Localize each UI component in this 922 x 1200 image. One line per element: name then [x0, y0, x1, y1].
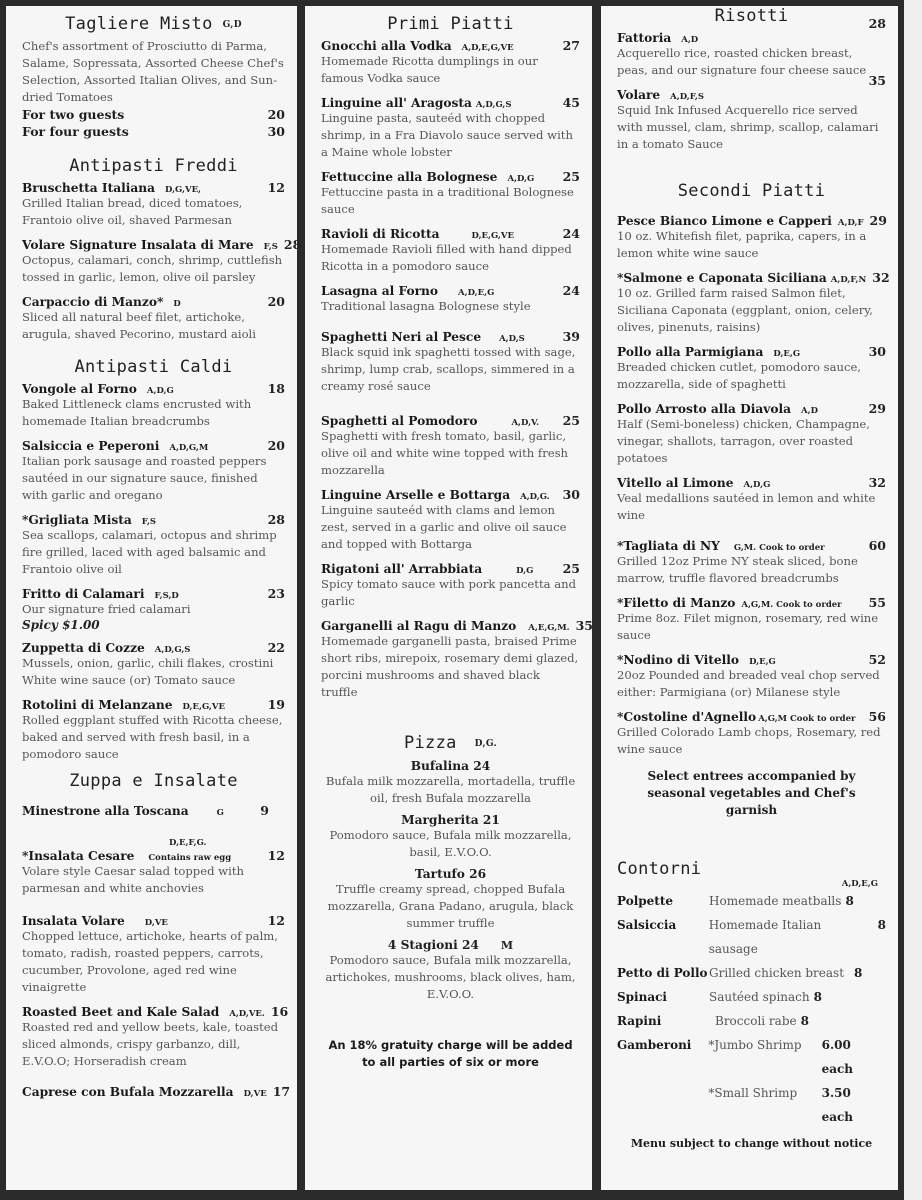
allergen-codes: A,D,VE. [229, 1009, 265, 1019]
entrees-notice: Select entrees accompanied by seasonal vegetables and Chef's garnish [647, 769, 856, 817]
pizza-description: Bufala milk mozzarella, mortadella, truffle oil, fresh Bufala mozzarella [325, 774, 576, 805]
side-item [617, 1009, 886, 1033]
section-title-text: Pizza [403, 733, 457, 753]
background-strip [904, 0, 922, 1200]
menu-item [22, 697, 285, 763]
item-description: 20oz Pounded and breaded veal chop served either: Parmigiana (or) Milanese style [617, 668, 880, 699]
allergen-codes: D,G [516, 566, 534, 576]
item-description: Grilled Italian bread, diced tomatoes, Frantoio olive oil, shaved Parmesan [22, 196, 243, 227]
side-item [617, 1081, 886, 1129]
item-description: Octopus, calamari, conch, shrimp, cuttlefish tossed in garlic, lemon, olive oil parsley [22, 253, 283, 284]
menu-item [321, 413, 580, 479]
item-price: 12 [267, 180, 285, 195]
menu-item [321, 329, 580, 395]
item-name: *Insalata Cesare [22, 849, 135, 863]
guest-option [22, 106, 285, 123]
item-name: Lasagna al Forno [321, 284, 439, 298]
allergen-codes: A,D,F,S [670, 92, 705, 102]
allergen-codes: A,D,E,G [841, 879, 878, 889]
menu-item [617, 709, 886, 758]
side-name: Polpette [617, 894, 674, 908]
item-price: 28 [283, 237, 302, 252]
item-price: 12 [267, 913, 285, 928]
item-price: 32 [872, 270, 890, 285]
item-price: 52 [868, 652, 886, 667]
item-name: Gnocchi alla Vodka [321, 39, 452, 53]
allergen-codes: A,D,G [507, 174, 535, 184]
allergen-codes: A,D,G [743, 480, 771, 490]
item-name: Caprese con Bufala Mozzarella [22, 1085, 234, 1099]
item-price: 24 [562, 226, 580, 241]
item-name: Volare [617, 88, 661, 102]
menu-item [22, 640, 285, 689]
item-description: Sea scallops, calamari, octopus and shrimp fire grilled, laced with aged balsamic and Frantoio olive oil [22, 528, 277, 576]
side-name: Gamberoni [617, 1038, 692, 1052]
item-price: 30 [868, 344, 886, 359]
item-description: 10 oz. Whitefish filet, paprika, capers, in a lemon white wine sauce [617, 229, 867, 260]
side-price: 8 [854, 966, 863, 980]
item-price: 55 [868, 595, 886, 610]
side-name: Petto di Pollo [617, 966, 708, 980]
menu-item [22, 1084, 291, 1099]
section-title-tagliere [22, 14, 285, 34]
item-price: 35 [575, 618, 593, 633]
section-title-secondi: Secondi Piatti [677, 181, 826, 201]
menu-item [321, 618, 593, 701]
item-price: 20 [267, 438, 285, 453]
item-price: 35 [868, 73, 886, 88]
menu-item [321, 283, 580, 315]
section-title-pizza [321, 733, 580, 753]
menu-item [617, 595, 886, 644]
allergen-codes: A,D,G [146, 386, 174, 396]
item-description: Rolled eggplant stuffed with Ricotta cheese, baked and served with fresh basil, in a pomodoro sauce [22, 713, 283, 761]
item-note: Contains raw egg [148, 853, 232, 863]
section-title-primi: Primi Piatti [387, 14, 514, 34]
menu-item [617, 344, 886, 393]
guest-price: 30 [267, 124, 285, 139]
allergen-codes: A,G,M Cook to order [758, 714, 856, 724]
item-description: Chopped lettuce, artichoke, hearts of palm, tomato, radish, roasted peppers, carrots, cucumber, Provolone, aged red wine vinaigrette [22, 929, 278, 994]
allergen-codes: A,D,V. [511, 418, 540, 428]
side-item [617, 913, 886, 961]
item-name: Pollo alla Parmigiana [617, 345, 764, 359]
menu-item [617, 213, 886, 262]
item-description: Half (Semi-boneless) chicken, Champagne, vinegar, shallots, tarragon, over roasted potatoes [617, 417, 870, 465]
allergen-codes: A,D,E,G [458, 288, 495, 298]
item-description: Sliced all natural beef filet, artichoke, arugula, shaved Pecorino, mustard aioli [22, 310, 256, 341]
allergen-codes: A,D [801, 406, 818, 416]
menu-item [321, 95, 580, 161]
menu-item [617, 475, 886, 524]
item-name: Pesce Bianco Limone e Capperi [617, 214, 832, 228]
item-name: Linguine Arselle e Bottarga [321, 488, 511, 502]
allergen-codes: F,S [263, 242, 278, 252]
menu-item [617, 270, 890, 336]
menu-item [22, 913, 285, 996]
item-price: 25 [562, 413, 580, 428]
item-name: Volare Signature Insalata di Mare [22, 238, 254, 252]
item-description: Baked Littleneck clams encrusted with homemade Italian breadcrumbs [22, 397, 252, 428]
menu-item [22, 838, 285, 897]
pizza-description: Truffle creamy spread, chopped Bufala mozzarella, Grana Padano, arugula, black summer truffle [327, 882, 574, 930]
side-description: Broccoli rabe [715, 1014, 797, 1028]
item-description: Linguine pasta, sauteéd with chopped shrimp, in a Fra Diavolo sauce served with a Maine whole lobster [321, 111, 573, 159]
item-price: 28 [868, 16, 886, 31]
item-name: *Salmone e Caponata Siciliana [617, 271, 827, 285]
side-description: Homemade Italian sausage [708, 918, 822, 956]
item-name: Ravioli di Ricotta [321, 227, 440, 241]
item-description: Grilled 12oz Prime NY steak sliced, bone marrow, truffle flavored breadcrumbs [617, 554, 858, 585]
item-name: Carpaccio di Manzo* [22, 295, 164, 309]
pizza-name: 4 Stagioni 24 [387, 938, 479, 952]
allergen-codes: D,VE [144, 918, 168, 928]
item-price: 56 [868, 709, 886, 724]
item-description: Spaghetti with fresh tomato, basil, garlic, olive oil and white wine topped with fresh mozzarella [321, 429, 569, 477]
allergen-codes: D,G. [474, 739, 497, 749]
item-price: 30 [562, 487, 580, 502]
menu-column-3 [601, 6, 898, 1190]
menu-item [321, 38, 580, 87]
pizza-description: Pomodoro sauce, Bufala milk mozzarella, basil, E.V.O.O. [329, 828, 572, 859]
menu-item [22, 294, 285, 343]
section-title-antipasti-caldi: Antipasti Caldi [74, 357, 233, 377]
pizza-item [321, 867, 580, 932]
item-name: Fattoria [617, 31, 672, 45]
item-price: 24 [562, 283, 580, 298]
section-title-text: Tagliere Misto [65, 14, 213, 34]
item-description: Our signature fried calamari [22, 602, 191, 616]
side-price: 8 [877, 918, 886, 932]
pizza-name: Tartufo 26 [414, 867, 487, 881]
allergen-codes: A,G,M. Cook to order [741, 600, 842, 610]
item-name: Salsiccia e Peperoni [22, 439, 160, 453]
menu-item [22, 381, 285, 430]
pizza-item [321, 759, 580, 807]
menu-item [22, 237, 302, 286]
item-price: 12 [267, 848, 285, 863]
menu-item [22, 803, 285, 818]
section-title-risotti: Risotti [714, 6, 789, 26]
section-title-contorni: Contorni [617, 859, 702, 879]
item-description: Volare style Caesar salad topped with parmesan and white anchovies [22, 864, 244, 895]
item-price: 60 [868, 538, 886, 553]
item-price: 29 [869, 213, 887, 228]
menu-item [22, 512, 285, 578]
side-item [617, 985, 886, 1009]
allergen-codes: F,S [141, 517, 157, 527]
pizza-description: Pomodoro sauce, Bufala milk mozzarella, artichokes, mushrooms, black olives, ham, E.V.O.O. [325, 953, 576, 1001]
guest-price: 20 [267, 107, 285, 122]
side-description: Sautéed spinach [709, 990, 810, 1004]
item-description: Italian pork sausage and roasted peppers sautéed in our signature sauce, finished with garlic and oregano [22, 454, 267, 502]
item-name: Garganelli al Ragu di Manzo [321, 619, 517, 633]
item-description: Fettuccine pasta in a traditional Bolognese sauce [321, 185, 574, 216]
side-description: Homemade meatballs [709, 894, 842, 908]
item-name: Minestrone alla Toscana [22, 804, 189, 818]
pizza-item [321, 813, 580, 861]
item-description: Mussels, onion, garlic, chili flakes, crostini White wine sauce (or) Tomato sauce [22, 656, 274, 687]
allergen-codes: D,E,G [749, 657, 776, 667]
item-price: 45 [562, 95, 580, 110]
allergen-codes: D,E,G,VE [471, 231, 514, 241]
menu-footer-notice: Menu subject to change without notice [630, 1137, 873, 1150]
side-item [617, 961, 886, 985]
item-price: 23 [267, 586, 285, 601]
allergen-codes: G [216, 808, 224, 818]
allergen-codes: F,S,D [154, 591, 179, 601]
item-name: Vitello al Limone [617, 476, 734, 490]
pizza-item [321, 938, 580, 1003]
allergen-codes: A,D,G,M [169, 443, 209, 453]
item-name: *Nodino di Vitello [617, 653, 740, 667]
side-price: 8 [800, 1014, 809, 1028]
item-price: 39 [562, 329, 580, 344]
allergen-codes: D,E,G,VE [182, 702, 225, 712]
allergen-codes: D [173, 299, 181, 309]
item-description: Homemade garganelli pasta, braised Prime short ribs, mirepoix, rosemary demi glazed, porcini mushrooms and shaved black truffle [321, 634, 579, 699]
item-name: Insalata Volare [22, 914, 125, 928]
item-description: Breaded chicken cutlet, pomodoro sauce, mozzarella, side of spaghetti [617, 360, 861, 391]
menu-item [617, 652, 886, 701]
allergen-codes: A,D [681, 35, 699, 45]
pizza-name: Bufalina 24 [410, 759, 491, 773]
allergen-codes: A,D,S [499, 334, 525, 344]
allergen-codes: A,D,G. [520, 492, 550, 502]
item-description: Roasted red and yellow beets, kale, toasted sliced almonds, crispy garbanzo, dill, E.V.O.O; Horseradish cream [22, 1020, 279, 1068]
item-name: Linguine all' Aragosta [321, 96, 472, 110]
item-name: Pollo Arrosto alla Diavola [617, 402, 792, 416]
item-description: Traditional lasagna Bolognese style [321, 299, 531, 313]
item-description: Veal medallions sautéed in lemon and white wine [617, 491, 876, 522]
item-price: 29 [868, 401, 886, 416]
item-name: Fettuccine alla Bolognese [321, 170, 498, 184]
item-description: Chef's assortment of Prosciutto di Parma, Salame, Sopressata, Assorted Cheese Chef's Selection, Assorted Italian Olives, and Sun-dried Tomatoes [22, 39, 284, 104]
menu-item [22, 438, 285, 504]
item-price: 17 [272, 1084, 291, 1099]
item-name: Roasted Beet and Kale Salad [22, 1005, 220, 1019]
item-extra: Spicy $1.00 [22, 618, 100, 632]
item-price: 27 [562, 38, 580, 53]
item-price: 22 [267, 640, 285, 655]
allergen-codes: A,E,G,M. [528, 623, 570, 633]
item-name: Fritto di Calamari [22, 587, 145, 601]
section-title-antipasti-freddi: Antipasti Freddi [69, 156, 238, 176]
menu-item [321, 487, 580, 553]
item-name: Rotolini di Melanzane [22, 698, 173, 712]
side-name: Spinaci [617, 990, 667, 1004]
side-price: 8 [845, 894, 854, 908]
menu-item [617, 538, 886, 587]
guest-label: For four guests [22, 124, 129, 139]
allergen-codes: A,D,F [837, 218, 864, 228]
item-description: Black squid ink spaghetti tossed with sage, shrimp, lump crab, scallops, simmered in a creamy rosé sauce [321, 345, 576, 393]
item-name: Vongole al Forno [22, 382, 137, 396]
item-price: 25 [562, 169, 580, 184]
item-description: Homemade Ricotta dumplings in our famous Vodka sauce [321, 54, 538, 85]
side-description: Grilled chicken breast [709, 966, 845, 980]
side-name: Salsiccia [617, 918, 677, 932]
side-price: 6.00 each [821, 1038, 854, 1076]
item-description: Homemade Ravioli filled with hand dipped Ricotta in a pomodoro sauce [321, 242, 572, 273]
side-name: Rapini [617, 1014, 662, 1028]
menu-item [617, 73, 886, 153]
item-name: Rigatoni all' Arrabbiata [321, 562, 483, 576]
section-title-zuppa: Zuppa e Insalate [69, 771, 238, 791]
allergen-codes: G,D [222, 20, 242, 30]
menu-item [22, 180, 285, 229]
menu-item [321, 169, 580, 218]
menu-item [321, 226, 580, 275]
item-price: 18 [267, 381, 285, 396]
item-price: 16 [270, 1004, 289, 1019]
allergen-codes: A,D,F,N [830, 275, 867, 285]
item-description: Spicy tomato sauce with pork pancetta and garlic [321, 577, 577, 608]
menu-item [22, 1004, 289, 1070]
item-name: *Costoline d'Agnello [617, 710, 757, 724]
item-description: 10 oz. Grilled farm raised Salmon filet, Siciliana Caponata (eggplant, onion, celery, olives, pinenuts, raisins) [617, 286, 873, 334]
menu-column-2 [305, 6, 592, 1190]
item-name: Bruschetta Italiana [22, 181, 156, 195]
allergen-codes: A,D,G,S [154, 645, 191, 655]
item-price: 19 [267, 697, 285, 712]
side-description: *Jumbo Shrimp [708, 1038, 802, 1052]
item-price: 28 [267, 512, 285, 527]
side-item [617, 889, 886, 913]
item-price: 32 [868, 475, 886, 490]
pizza-name: Margherita 21 [401, 813, 500, 827]
pizza-name-row [321, 938, 580, 952]
item-name: *Filetto di Manzo [617, 596, 736, 610]
menu-item [22, 586, 285, 632]
item-name: Spaghetti Neri al Pesce [321, 330, 482, 344]
allergen-codes: A,D,E,G,VE [461, 43, 514, 53]
side-description: *Small Shrimp [708, 1086, 798, 1100]
side-item [617, 1033, 886, 1081]
menu-item [617, 401, 886, 467]
item-description: Grilled Colorado Lamb chops, Rosemary, red wine sauce [617, 725, 881, 756]
allergen-codes: D,VE [243, 1089, 267, 1099]
item-price: 25 [562, 561, 580, 576]
item-price: 9 [260, 803, 269, 818]
item-price: 20 [267, 294, 285, 309]
side-price: 8 [813, 990, 822, 1004]
item-name: Zuppetta di Cozze [22, 641, 145, 655]
item-description: Prime 8oz. Filet mignon, rosemary, red wine sauce [617, 611, 879, 642]
allergen-codes: D,G,VE, [165, 185, 202, 195]
item-name: *Tagliata di NY [617, 539, 720, 553]
allergen-codes: A,D,G,S [475, 100, 512, 110]
allergen-codes: D,E,G [773, 349, 801, 359]
gratuity-notice: An 18% gratuity charge will be added to all parties of six or more [328, 1038, 573, 1069]
allergen-codes: G,M. Cook to order [733, 543, 825, 553]
menu-column-1 [6, 6, 302, 1190]
menu-item [321, 561, 580, 610]
allergen-codes: M [500, 939, 514, 952]
item-name: Spaghetti al Pomodoro [321, 414, 478, 428]
side-price: 3.50 each [821, 1086, 854, 1124]
item-description: Linguine sauteéd with clams and lemon zest, served in a garlic and olive oil sauce and topped with Bottarga [321, 503, 567, 551]
guest-label: For two guests [22, 107, 125, 122]
item-description: Squid Ink Infused Acquerello rice served with mussel, clam, shrimp, scallop, calamari in a tomato Sauce [617, 103, 879, 151]
item-description: Acquerello rice, roasted chicken breast, peas, and our signature four cheese sauce [617, 46, 867, 77]
allergen-codes: D,E,F,G. [169, 838, 207, 848]
item-name: *Grigliata Mista [22, 513, 132, 527]
guest-option [22, 123, 285, 140]
